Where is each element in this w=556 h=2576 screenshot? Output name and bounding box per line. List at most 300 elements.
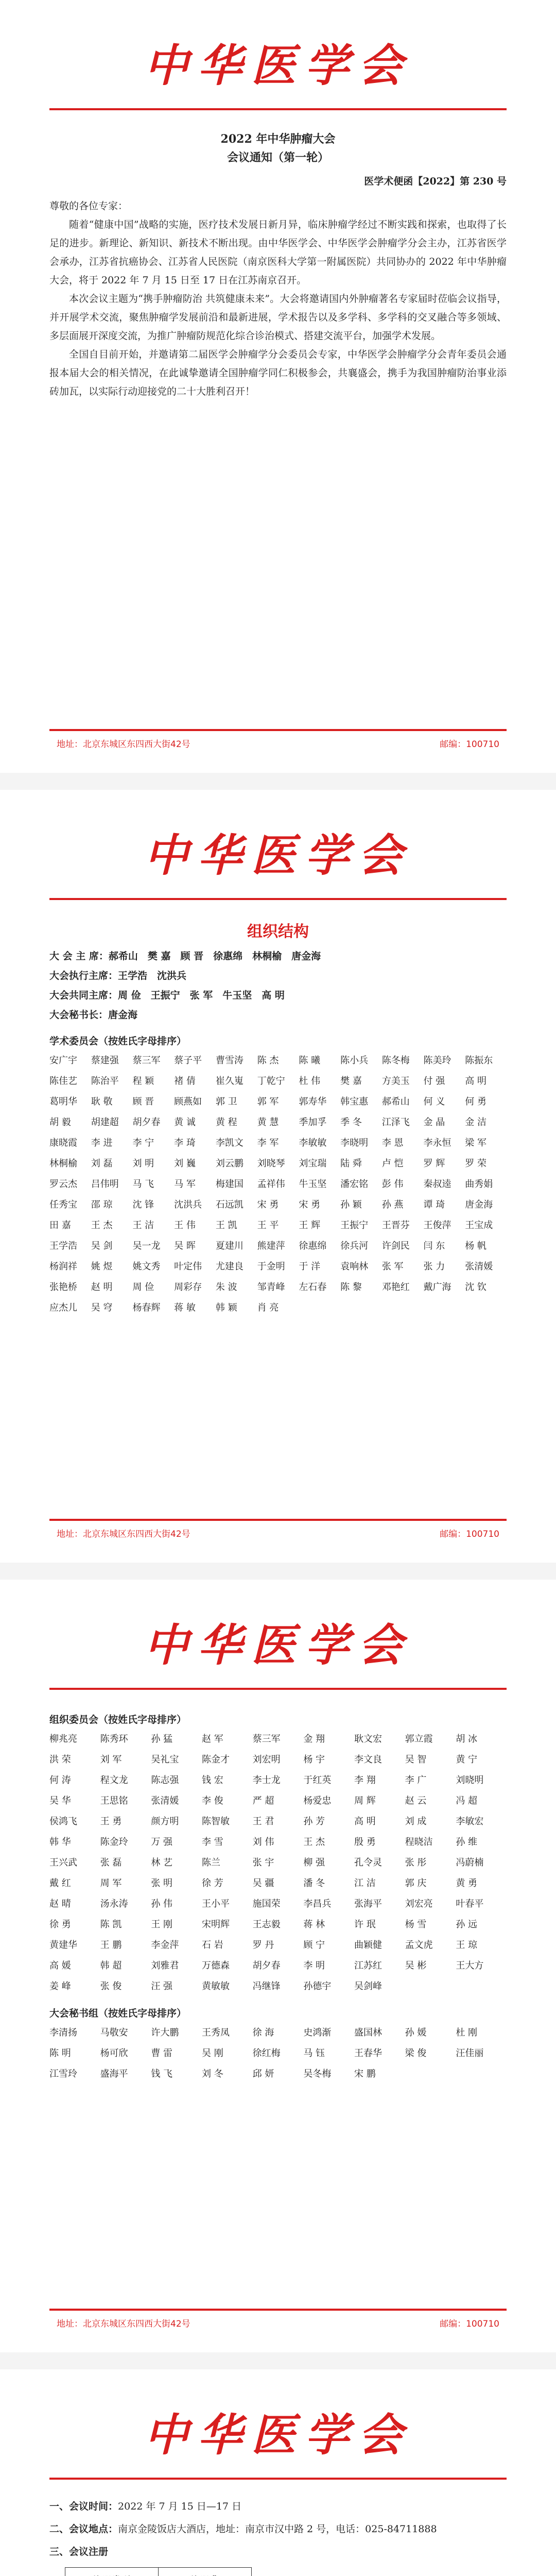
member-name: 孙 媛 <box>405 2027 427 2038</box>
member-name: 叶春平 <box>456 1899 484 1909</box>
member-name: 冯 超 <box>456 1795 478 1806</box>
member-name: 袁响林 <box>340 1261 369 1272</box>
member-name: 曹 雷 <box>151 2048 173 2059</box>
member-name: 冯继锋 <box>252 1981 281 1992</box>
member-name: 李 恩 <box>381 1138 404 1148</box>
member-name: 金 翔 <box>303 1734 325 1744</box>
member-name: 马敬安 <box>100 2027 128 2038</box>
member-name: 周 俭 <box>132 1282 154 1293</box>
member-name: 刘雅君 <box>151 1960 179 1971</box>
member-name: 胡建超 <box>91 1117 119 1128</box>
member-name: 吕伟明 <box>91 1179 119 1190</box>
member-name: 黄 勇 <box>456 1878 478 1889</box>
member-name: 黄 诚 <box>174 1117 196 1128</box>
member-name: 刘 明 <box>132 1158 154 1169</box>
member-name: 郭寿华 <box>299 1096 327 1107</box>
member-name: 李金萍 <box>151 1940 179 1951</box>
member-name: 吴 穹 <box>91 1302 113 1313</box>
member-name: 宋 勇 <box>257 1199 279 1210</box>
member-name: 朱 波 <box>215 1282 237 1293</box>
fee-table <box>65 2567 252 2576</box>
member-name: 韩 超 <box>100 1960 122 1971</box>
member-name: 赵 军 <box>201 1734 223 1744</box>
member-name: 杜 伟 <box>299 1076 321 1087</box>
salutation: 尊敬的各位专家： <box>49 200 128 212</box>
member-name: 陈金玲 <box>100 1837 128 1848</box>
member-name: 胡 毅 <box>49 1117 71 1128</box>
logo-text: 中华医学会 <box>144 1619 412 1671</box>
member-name: 汤永涛 <box>100 1899 128 1909</box>
member-name: 刘 军 <box>100 1754 122 1765</box>
member-name: 施国荣 <box>252 1899 281 1909</box>
member-name: 康晓霞 <box>49 1138 77 1148</box>
member-name: 陈美玲 <box>423 1055 451 1066</box>
member-name: 付 强 <box>423 1076 445 1087</box>
notice-title: 2022 年中华肿瘤大会 <box>220 132 336 146</box>
member-name: 王 刚 <box>151 1919 173 1930</box>
cma-logo <box>0 40 556 92</box>
footer-address: 地址：北京东城区东四西大街42号 <box>57 739 190 750</box>
member-name: 张 军 <box>381 1261 404 1272</box>
member-name: 刘云鹏 <box>215 1158 244 1169</box>
member-name: 胡夕春 <box>252 1960 281 1971</box>
member-name: 严 超 <box>252 1795 274 1806</box>
member-name: 王 平 <box>257 1220 279 1231</box>
notice-body <box>49 124 507 401</box>
member-name: 黄 宁 <box>456 1754 478 1765</box>
member-name: 盛海平 <box>100 2069 128 2079</box>
member-name: 刘晓琴 <box>257 1158 285 1169</box>
member-name: 林桐榆 <box>49 1158 77 1169</box>
member-name: 张清媛 <box>151 1795 179 1806</box>
org-committee-title: 组织委员会（按姓氏字母排序） <box>49 1714 187 1725</box>
role-value: 周 俭 王振宁 张 军 牛玉坚 高 明 <box>118 990 285 1001</box>
member-name: 王志毅 <box>252 1919 281 1930</box>
member-name: 吴礼宝 <box>151 1754 179 1765</box>
member-name: 王学浩 <box>49 1241 77 1251</box>
member-name: 杨爱忠 <box>303 1795 332 1806</box>
member-name: 许剑民 <box>381 1241 410 1251</box>
member-name: 潘 冬 <box>303 1878 325 1889</box>
member-name: 洪 荣 <box>49 1754 71 1765</box>
member-name: 陈 曦 <box>299 1055 321 1066</box>
member-name: 徐兵河 <box>340 1241 369 1251</box>
item-key: 二、会议地点： <box>49 2523 118 2535</box>
member-name: 冯蔚楠 <box>456 1857 484 1868</box>
member-name: 柳兆亮 <box>49 1734 77 1744</box>
member-name: 左石春 <box>299 1282 327 1293</box>
member-name: 吴剑峰 <box>354 1981 382 1992</box>
member-name: 黄 程 <box>215 1117 237 1128</box>
role-value: 唐金海 <box>108 1009 138 1021</box>
member-name: 李清扬 <box>49 2027 77 2038</box>
member-name: 李 军 <box>257 1138 279 1148</box>
member-name: 高 明 <box>354 1816 376 1827</box>
member-name: 韩 华 <box>49 1837 71 1848</box>
item-value: 2022 年 7 月 15 日—17 日 <box>118 2501 242 2512</box>
member-name: 史鸿渐 <box>303 2027 332 2038</box>
member-name: 李 进 <box>91 1138 113 1148</box>
member-name: 王 凯 <box>215 1220 237 1231</box>
member-name: 蔡三军 <box>132 1055 161 1066</box>
member-name: 王 杰 <box>91 1220 113 1231</box>
member-name: 高 明 <box>465 1076 486 1087</box>
page-footer <box>57 1527 499 1539</box>
member-name: 罗 荣 <box>465 1158 486 1169</box>
member-name: 蒋 敏 <box>174 1302 196 1313</box>
page-footer <box>57 2316 499 2329</box>
member-name: 周 军 <box>100 1878 122 1889</box>
fee-table-header <box>65 2568 252 2576</box>
member-name: 李晓明 <box>340 1138 369 1148</box>
page-footer <box>57 737 499 750</box>
member-name: 杨春辉 <box>132 1302 161 1313</box>
member-name: 季 冬 <box>340 1117 362 1128</box>
member-name: 王 洁 <box>132 1220 154 1231</box>
member-name: 于 洋 <box>299 1261 321 1272</box>
member-name: 马 钰 <box>303 2048 325 2059</box>
member-name: 陈 黎 <box>340 1282 362 1293</box>
member-name: 吴 疆 <box>252 1878 274 1889</box>
member-name: 沈 钦 <box>465 1282 486 1293</box>
member-name: 陈志强 <box>151 1775 179 1786</box>
member-name: 田 嘉 <box>49 1220 71 1231</box>
member-name: 闫 东 <box>423 1241 445 1251</box>
notice-page-1 <box>0 0 556 773</box>
member-name: 李敏宏 <box>456 1816 484 1827</box>
member-name: 许大鹏 <box>151 2027 179 2038</box>
committee-name-grid <box>49 1050 507 1318</box>
footer-rule <box>49 2309 507 2311</box>
fee-header-type <box>65 2568 159 2576</box>
member-name: 吴 智 <box>405 1754 427 1765</box>
member-name: 耿文宏 <box>354 1734 382 1744</box>
member-name: 张海平 <box>354 1899 382 1909</box>
member-name: 张 磊 <box>100 1857 122 1868</box>
member-name: 褚 倩 <box>174 1076 196 1087</box>
member-name: 杨 宇 <box>303 1754 325 1765</box>
header-rule <box>49 2478 507 2480</box>
member-name: 郝希山 <box>381 1096 410 1107</box>
member-name: 吴 刚 <box>201 2048 223 2059</box>
header-rule <box>49 1688 507 1690</box>
member-name: 江苏红 <box>354 1960 382 1971</box>
member-name: 樊 嘉 <box>340 1076 362 1087</box>
member-name: 姚 煜 <box>91 1261 113 1272</box>
member-name: 王 杰 <box>303 1837 325 1848</box>
member-name: 吴 华 <box>49 1795 71 1806</box>
member-name: 吴一龙 <box>132 1241 161 1251</box>
member-name: 李 雪 <box>201 1837 223 1848</box>
member-name: 杨 雪 <box>405 1919 427 1930</box>
member-name: 张清媛 <box>465 1261 493 1272</box>
footer-postcode: 邮编：100710 <box>440 739 499 750</box>
member-name: 曲秀娟 <box>465 1179 493 1190</box>
cma-logo <box>0 2410 556 2461</box>
role-value: 王学浩 沈洪兵 <box>118 970 187 981</box>
member-name: 邓艳红 <box>381 1282 410 1293</box>
item-value: 南京金陵饭店大酒店，地址：南京市汉中路 2 号，电话：025-84711888 <box>118 2523 437 2535</box>
registration-title: 三、会议注册 <box>49 2546 109 2557</box>
registration-body <box>49 2493 507 2576</box>
member-name: 陈兰 <box>201 1857 220 1868</box>
member-name: 梅建国 <box>215 1179 244 1190</box>
member-name: 宋明辉 <box>201 1919 230 1930</box>
member-name: 陈小兵 <box>340 1055 369 1066</box>
member-name: 张 明 <box>151 1878 173 1889</box>
member-name: 季加孚 <box>299 1117 327 1128</box>
member-name: 戴 红 <box>49 1878 71 1889</box>
secretariat-title: 大会秘书组（按姓氏字母排序） <box>49 2008 187 2019</box>
member-name: 应杰儿 <box>49 1302 77 1313</box>
member-name: 宋 勇 <box>299 1199 321 1210</box>
member-name: 徐惠绵 <box>299 1241 327 1251</box>
member-name: 李文良 <box>354 1754 382 1765</box>
member-name: 王宝成 <box>465 1220 493 1231</box>
member-name: 王 君 <box>252 1816 274 1827</box>
paragraph-intro: 随着“健康中国”战略的实施，医疗技术发展日新月异，临床肿瘤学经过不断实践和探索，也取得了长足的进步。新理论、新知识、新技术不断出现。由中华医学会、中华医学会肿瘤学分会主办，江苏省医学会承办，江苏省抗癌协会、江苏省人民医院（南京医科大学第一附属医院）共同协办的 2022 年中华肿瘤大会，将于 2022 年 7 月 15 日至 17 日在江苏南京召开。 <box>49 219 507 286</box>
member-name: 张 彤 <box>405 1857 427 1868</box>
member-name: 方美玉 <box>381 1076 410 1087</box>
meeting-venue <box>49 2520 507 2538</box>
member-name: 李 宁 <box>132 1138 154 1148</box>
member-name: 安广宇 <box>49 1055 77 1066</box>
header-rule <box>49 898 507 900</box>
member-name: 孙 远 <box>456 1919 478 1930</box>
member-name: 李永恒 <box>423 1138 451 1148</box>
member-name: 赵 明 <box>91 1282 113 1293</box>
member-name: 戴广海 <box>423 1282 451 1293</box>
role-key: 大会执行主席： <box>49 970 118 981</box>
member-name: 姜 峰 <box>49 1981 71 1992</box>
member-name: 杨可欣 <box>100 2048 128 2059</box>
member-name: 陈冬梅 <box>381 1055 410 1066</box>
member-name: 孙 维 <box>456 1837 478 1848</box>
member-name: 吴 剑 <box>91 1241 113 1251</box>
member-name: 江泽飞 <box>381 1117 410 1128</box>
member-name: 张 力 <box>423 1261 445 1272</box>
notice-page-4 <box>0 2369 556 2576</box>
member-name: 丁乾宁 <box>257 1076 285 1087</box>
member-name: 石远凯 <box>215 1199 244 1210</box>
role-key: 大会共同主席： <box>49 990 118 1001</box>
member-name: 秦叔逵 <box>423 1179 451 1190</box>
member-name: 胡 冰 <box>456 1734 478 1744</box>
member-name: 刘 伟 <box>252 1837 274 1848</box>
member-name: 汪 强 <box>151 1981 173 1992</box>
secretariat-name-grid <box>49 2023 507 2084</box>
member-name: 侯鸿飞 <box>49 1816 77 1827</box>
member-name: 郭 庆 <box>405 1878 427 1889</box>
member-name: 陈 凯 <box>100 1919 122 1930</box>
member-name: 葛明华 <box>49 1096 77 1107</box>
member-name: 陈 杰 <box>257 1055 279 1066</box>
footer-postcode: 邮编：100710 <box>440 2319 499 2329</box>
organization-body <box>49 913 507 1318</box>
committee-title: 学术委员会（按姓氏字母排序） <box>49 1036 187 1047</box>
member-name: 万 强 <box>151 1837 173 1848</box>
member-name: 彭 伟 <box>381 1179 404 1190</box>
org-committee-name-grid <box>49 1729 507 1997</box>
member-name: 黄敏敏 <box>201 1981 230 1992</box>
role-row <box>49 1005 507 1025</box>
member-name: 汪佳丽 <box>456 2048 484 2059</box>
cma-logo <box>0 1620 556 1671</box>
member-name: 刘 成 <box>405 1816 427 1827</box>
header-rule <box>49 108 507 110</box>
member-name: 于红英 <box>303 1775 332 1786</box>
member-name: 刘宏亮 <box>405 1899 433 1909</box>
member-name: 程 颖 <box>132 1076 154 1087</box>
member-name: 李凯文 <box>215 1138 244 1148</box>
member-name: 孙德宇 <box>303 1981 332 1992</box>
member-name: 吴 彬 <box>405 1960 427 1971</box>
member-name: 张 宇 <box>252 1857 274 1868</box>
member-name: 王 鹏 <box>100 1940 122 1951</box>
member-name: 柳 强 <box>303 1857 325 1868</box>
member-name: 陈智敏 <box>201 1816 230 1827</box>
member-name: 刘 冬 <box>201 2069 223 2079</box>
footer-address: 地址：北京东城区东四西大街42号 <box>57 1529 190 1539</box>
member-name: 何 义 <box>423 1096 445 1107</box>
member-name: 许 珉 <box>354 1919 376 1930</box>
role-value: 郝希山 樊 嘉 顾 晋 徐惠绵 林桐榆 唐金海 <box>108 951 321 962</box>
member-name: 吴冬梅 <box>303 2069 332 2079</box>
member-name: 刘宏明 <box>252 1754 281 1765</box>
member-name: 王 勇 <box>100 1816 122 1827</box>
member-name: 程文龙 <box>100 1775 128 1786</box>
footer-rule <box>49 729 507 731</box>
footer-rule <box>49 1519 507 1521</box>
member-name: 顾燕如 <box>174 1096 202 1107</box>
member-name: 钱 宏 <box>201 1775 223 1786</box>
member-name: 程晓洁 <box>405 1837 433 1848</box>
member-name: 钱 飞 <box>151 2069 173 2079</box>
role-row <box>49 986 507 1005</box>
member-name: 殷 勇 <box>354 1837 376 1848</box>
member-name: 郭 卫 <box>215 1096 237 1107</box>
member-name: 邹青峰 <box>257 1282 285 1293</box>
member-name: 曲颖健 <box>354 1940 382 1951</box>
committees-body <box>49 1703 507 2084</box>
member-name: 徐 勇 <box>49 1919 71 1930</box>
member-name: 蔡子平 <box>174 1055 202 1066</box>
member-name: 刘 巍 <box>174 1158 196 1169</box>
member-name: 潘宏铭 <box>340 1179 369 1190</box>
member-name: 韩 颖 <box>215 1302 237 1313</box>
member-name: 卢 恺 <box>381 1158 404 1169</box>
member-name: 孟祥伟 <box>257 1179 285 1190</box>
member-name: 马 飞 <box>132 1179 154 1190</box>
member-name: 黄建华 <box>49 1940 77 1951</box>
member-name: 耿 敬 <box>91 1096 113 1107</box>
notice-page-2 <box>0 790 556 1563</box>
member-name: 刘晓明 <box>456 1775 484 1786</box>
member-name: 陈治平 <box>91 1076 119 1087</box>
member-name: 王大方 <box>456 1960 484 1971</box>
member-name: 蔡三军 <box>252 1734 281 1744</box>
member-name: 李 广 <box>405 1775 427 1786</box>
document-number: 医学术便函【2022】第 230 号 <box>364 176 507 187</box>
member-name: 王 琼 <box>456 1940 478 1951</box>
member-name: 江雪玲 <box>49 2069 77 2079</box>
member-name: 万德森 <box>201 1960 230 1971</box>
member-name: 陈秀环 <box>100 1734 128 1744</box>
member-name: 尤建良 <box>215 1261 244 1272</box>
member-name: 石 岩 <box>201 1940 223 1951</box>
member-name: 徐 芳 <box>201 1878 223 1889</box>
member-name: 罗云杰 <box>49 1179 77 1190</box>
member-name: 陈佳艺 <box>49 1076 77 1087</box>
member-name: 刘 磊 <box>91 1158 113 1169</box>
member-name: 任秀宝 <box>49 1199 77 1210</box>
member-name: 姚文秀 <box>132 1261 161 1272</box>
member-name: 郭 军 <box>257 1096 279 1107</box>
role-row <box>49 946 507 966</box>
member-name: 王俊萍 <box>423 1220 451 1231</box>
member-name: 崔久嵬 <box>215 1076 244 1087</box>
member-name: 颜方明 <box>151 1816 179 1827</box>
notice-subtitle: 会议通知（第一轮） <box>227 151 329 164</box>
member-name: 刘宝瑞 <box>299 1158 327 1169</box>
member-name: 顾 晋 <box>132 1096 154 1107</box>
member-name: 唐金海 <box>465 1199 493 1210</box>
member-name: 韩宝惠 <box>340 1096 369 1107</box>
paragraph-theme: 本次会议主题为“携手肿瘤防治 共筑健康未来”。大会将邀请国内外肿瘤著名专家届时莅临会议指导，并开展学术交流，聚焦肿瘤学发展前沿和最新进展，学术报告以及多学科、多学科的交叉融合等多领域、多层面展开深度交流，为推广肿瘤防规范化综合诊治模式、搭建交流平台，加强学术发展。 <box>49 293 507 342</box>
fee-header-amount <box>159 2568 252 2576</box>
member-name: 李 俊 <box>201 1795 223 1806</box>
member-name: 徐红梅 <box>252 2048 281 2059</box>
member-name: 孙 伟 <box>151 1899 173 1909</box>
member-name: 张艳桥 <box>49 1282 77 1293</box>
member-name: 熊建萍 <box>257 1241 285 1251</box>
member-name: 李敏敏 <box>299 1138 327 1148</box>
member-name: 梁 军 <box>465 1138 486 1148</box>
footer-postcode: 邮编：100710 <box>440 1529 499 1539</box>
logo-text: 中华医学会 <box>144 40 412 92</box>
member-name: 曹雪涛 <box>215 1055 244 1066</box>
member-name: 孔令灵 <box>354 1857 382 1868</box>
member-name: 黄 慧 <box>257 1117 279 1128</box>
logo-text: 中华医学会 <box>144 829 412 882</box>
member-name: 林 艺 <box>151 1857 173 1868</box>
item-key: 一、会议时间： <box>49 2501 118 2512</box>
member-name: 陆 舜 <box>340 1158 362 1169</box>
member-name: 顾 宁 <box>303 1940 325 1951</box>
member-name: 孙 颖 <box>340 1199 362 1210</box>
member-name: 王秀凤 <box>201 2027 230 2038</box>
member-name: 于金明 <box>257 1261 285 1272</box>
member-name: 陈 明 <box>49 2048 71 2059</box>
member-name: 孙 燕 <box>381 1199 404 1210</box>
member-name: 赵 晴 <box>49 1899 71 1909</box>
member-name: 宋 鹏 <box>354 2069 376 2079</box>
member-name: 罗 辉 <box>423 1158 445 1169</box>
member-name: 何 涛 <box>49 1775 71 1786</box>
paragraph-invitation: 全国自目前开始，并邀请第二届医学会肿瘤学分会委员会专家，中华医学会肿瘤学分会青年委员会通报本届大会的相关情况，在此诚挚邀请全国肿瘤学同仁积极参会，共襄盛会，携手为我国肿瘤防治事业添砖加瓦，以实际行动迎接党的二十大胜利召开！ <box>49 349 507 397</box>
member-name: 梁 俊 <box>405 2048 427 2059</box>
member-name: 胡夕春 <box>132 1117 161 1128</box>
member-name: 陈金才 <box>201 1754 230 1765</box>
member-name: 杜 刚 <box>456 2027 478 2038</box>
member-name: 马 军 <box>174 1179 196 1190</box>
member-name: 蒋 林 <box>303 1919 325 1930</box>
footer-address: 地址：北京东城区东四西大街42号 <box>57 2319 190 2329</box>
member-name: 高 媛 <box>49 1960 71 1971</box>
member-name: 牛玉坚 <box>299 1179 327 1190</box>
role-row <box>49 966 507 986</box>
member-name: 蔡建强 <box>91 1055 119 1066</box>
